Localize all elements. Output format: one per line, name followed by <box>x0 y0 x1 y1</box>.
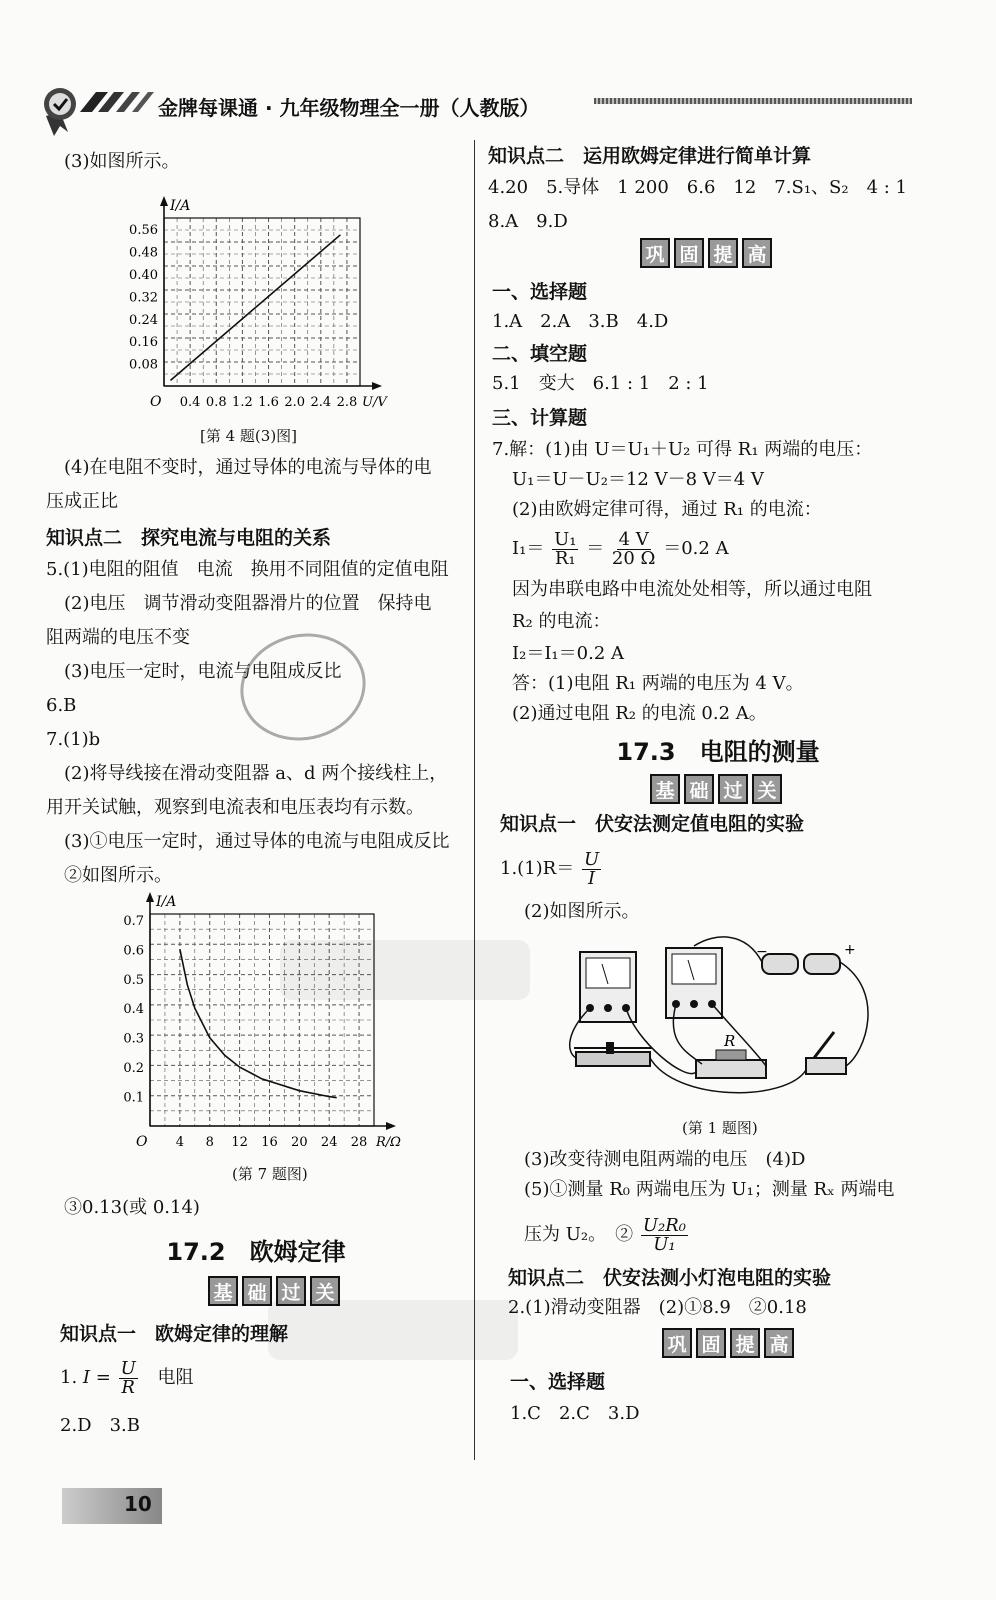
x-tick-label: 24 <box>320 1135 338 1150</box>
rheostat <box>576 1052 650 1066</box>
knowledge-point-heading: 知识点一 伏安法测定值电阻的实验 <box>500 813 805 835</box>
x-tick-label: 2.4 <box>310 395 332 410</box>
answer-line: 5.1 变大 6.1 : 1 2 : 1 <box>492 373 709 394</box>
header-bar <box>38 86 918 122</box>
badge-consolidate: 巩 固 提 高 <box>662 1328 794 1358</box>
answer-line: 1.A 2.A 3.B 4.D <box>492 311 669 332</box>
stamp <box>230 622 375 752</box>
x-tick-label: 1.6 <box>258 395 279 410</box>
x-tick-label: 8 <box>205 1135 214 1150</box>
origin-label: O <box>150 394 162 410</box>
x-axis-label: R/Ω <box>376 1135 401 1150</box>
y-tick-label: 0.08 <box>129 357 158 373</box>
answer-line: 6.B <box>46 695 77 716</box>
answer-line: (2)通过电阻 R₂ 的电流 0.2 A。 <box>512 703 767 724</box>
answer-line: 2.(1)滑动变阻器 (2)①8.9 ②0.18 <box>508 1297 807 1318</box>
x-tick-label: 12 <box>231 1135 248 1150</box>
origin-label: O <box>136 1134 148 1150</box>
answer-line: 8.A 9.D <box>488 211 568 232</box>
answer-line: (2)如图所示。 <box>524 901 640 922</box>
section-title-17-3: 17.3 电阻的测量 <box>616 738 820 766</box>
answer-line: (3)①电压一定时，通过导体的电流与电阻成反比 <box>64 831 450 852</box>
answer-line: (3)改变待测电阻两端的电压 (4)D <box>524 1149 806 1170</box>
watermark-shape <box>280 940 530 1000</box>
answer-line: U₁＝U－U₂＝12 V－8 V＝4 V <box>512 469 764 490</box>
answer-line: 2.D 3.B <box>60 1415 141 1436</box>
answer-line: 7.解：(1)由 U＝U₁＋U₂ 可得 R₁ 两端的电压： <box>492 439 873 460</box>
knowledge-point-heading: 知识点二 探究电流与电阻的关系 <box>46 527 332 549</box>
section-heading: 二、填空题 <box>492 343 588 365</box>
badge-consolidate: 巩 固 提 高 <box>640 238 772 268</box>
chart-current-resistance <box>110 886 420 1158</box>
answer-line: (2)电压 调节滑动变阻器滑片的位置 保持电 <box>64 593 432 614</box>
answer-line: I₁＝ $\frac{\text{U₁}}{\text{R₁}}$ ＝ $\frac{4 V}{20 \Omega}$ ＝0.2 A <box>512 528 729 569</box>
y-tick-label: 0.1 <box>123 1090 144 1106</box>
answer-line: (3)电压一定时，电流与电阻成反比 <box>64 661 342 682</box>
section-heading: 一、选择题 <box>510 1371 606 1393</box>
header-rule <box>594 98 912 104</box>
knowledge-point-heading: 知识点二 运用欧姆定律进行简单计算 <box>488 145 812 167</box>
y-tick-label: 0.40 <box>129 268 158 283</box>
resistor-board <box>696 1060 766 1078</box>
y-axis-label: I/A <box>156 894 177 910</box>
answer-line: 7.(1)b <box>46 729 101 750</box>
y-tick-label: 0.24 <box>129 312 158 328</box>
y-tick-label: 0.6 <box>123 943 144 959</box>
answer-line: 1.(1)R＝ $\frac{U}{I}$ <box>500 848 600 889</box>
header-title: 金牌每课通 · 九年级物理全一册（人教版） <box>158 96 540 120</box>
svg-text:+: + <box>844 942 856 958</box>
x-tick-label: 1.2 <box>232 395 253 410</box>
answer-line: 4.20 5.导体 1 200 6.6 12 7.S₁、S₂ 4 : 1 <box>488 177 907 198</box>
y-tick-label: 0.48 <box>129 245 158 261</box>
y-axis-arrow <box>146 892 154 902</box>
knowledge-point-heading: 知识点二 伏安法测小灯泡电阻的实验 <box>508 1267 832 1289</box>
y-axis-arrow <box>160 196 168 206</box>
x-tick-label: 2.0 <box>284 395 306 410</box>
answer-line: 答：(1)电阻 R₁ 两端的电压为 4 V。 <box>512 673 804 694</box>
knowledge-point-heading: 知识点一 欧姆定律的理解 <box>60 1323 289 1345</box>
x-tick-label: 20 <box>291 1135 308 1150</box>
answer-line: 5.(1)电阻的阻值 电流 换用不同阻值的定值电阻 <box>46 559 449 580</box>
x-tick-label: 0.4 <box>179 395 201 410</box>
medal-icon <box>38 86 158 136</box>
svg-text:R: R <box>724 1032 736 1050</box>
y-tick-label: 0.5 <box>123 972 144 988</box>
text-line: 压成正比 <box>46 491 118 512</box>
answer-line: R₂ 的电流： <box>512 611 611 632</box>
y-tick-label: 0.56 <box>129 223 158 239</box>
x-tick-label: 4 <box>175 1135 185 1150</box>
x-tick-label: 0.8 <box>205 395 227 410</box>
section-heading: 一、选择题 <box>492 281 588 303</box>
answer-line: (5)①测量 R₀ 两端电压为 U₁；测量 Rₓ 两端电 <box>524 1179 895 1200</box>
y-axis-label: I/A <box>170 198 191 214</box>
badge-basic: 基 础 过 关 <box>208 1276 340 1306</box>
badge-basic: 基 础 过 关 <box>650 774 782 804</box>
x-axis-arrow <box>372 382 382 390</box>
watermark-shape <box>268 1300 518 1360</box>
x-axis-label: U/V <box>362 395 387 410</box>
y-tick-label: 0.16 <box>129 335 158 351</box>
answer-line: 因为串联电路中电流处处相等，所以通过电阻 <box>512 579 872 600</box>
chart1-caption: [第 4 题(3)图] <box>200 427 298 445</box>
answer-line: 阻两端的电压不变 <box>46 627 190 648</box>
answer-line: 1.C 2.C 3.D <box>510 1403 640 1424</box>
svg-text:−: − <box>756 944 768 960</box>
text-line: (4)在电阻不变时，通过导体的电流与导体的电 <box>64 457 432 478</box>
circuit-diagram <box>566 932 876 1112</box>
answer-line: I₂＝I₁＝0.2 A <box>512 643 624 664</box>
chart-current-voltage <box>120 180 400 420</box>
x-tick-label: 28 <box>350 1135 368 1150</box>
answer-line: (2)由欧姆定律可得，通过 R₁ 的电流： <box>512 499 822 520</box>
y-tick-label: 0.4 <box>123 1002 144 1018</box>
x-tick-label: 2.8 <box>336 395 358 410</box>
answer-line: 压为 U₂。 ② $\frac{\text{U₂R₀}}{\text{U₁}}$ <box>524 1214 686 1255</box>
page-number: 10 <box>124 1492 152 1516</box>
switch <box>806 1058 846 1074</box>
column-divider <box>474 140 475 1460</box>
x-axis-arrow <box>386 1122 396 1130</box>
y-tick-label: 0.3 <box>123 1031 144 1047</box>
figure-caption: (第 1 题图) <box>682 1119 758 1137</box>
text-line: (3)如图所示。 <box>64 151 180 172</box>
y-tick-label: 0.2 <box>123 1061 144 1077</box>
answer-line: ②如图所示。 <box>64 865 172 886</box>
chart2-caption: (第 7 题图) <box>232 1165 308 1183</box>
answer-line: ③0.13(或 0.14) <box>64 1197 200 1218</box>
y-tick-label: 0.7 <box>123 913 144 929</box>
y-tick-label: 0.32 <box>129 290 158 306</box>
section-heading: 三、计算题 <box>492 407 588 429</box>
section-title-17-2: 17.2 欧姆定律 <box>166 1238 346 1266</box>
answer-line: 用开关试触，观察到电流表和电压表均有示数。 <box>46 797 424 818</box>
answer-line: 1. I = $\frac{U}{R}$ 电阻 <box>60 1357 194 1398</box>
x-tick-label: 16 <box>261 1135 278 1150</box>
answer-line: (2)将导线接在滑动变阻器 a、d 两个接线柱上， <box>64 763 448 784</box>
